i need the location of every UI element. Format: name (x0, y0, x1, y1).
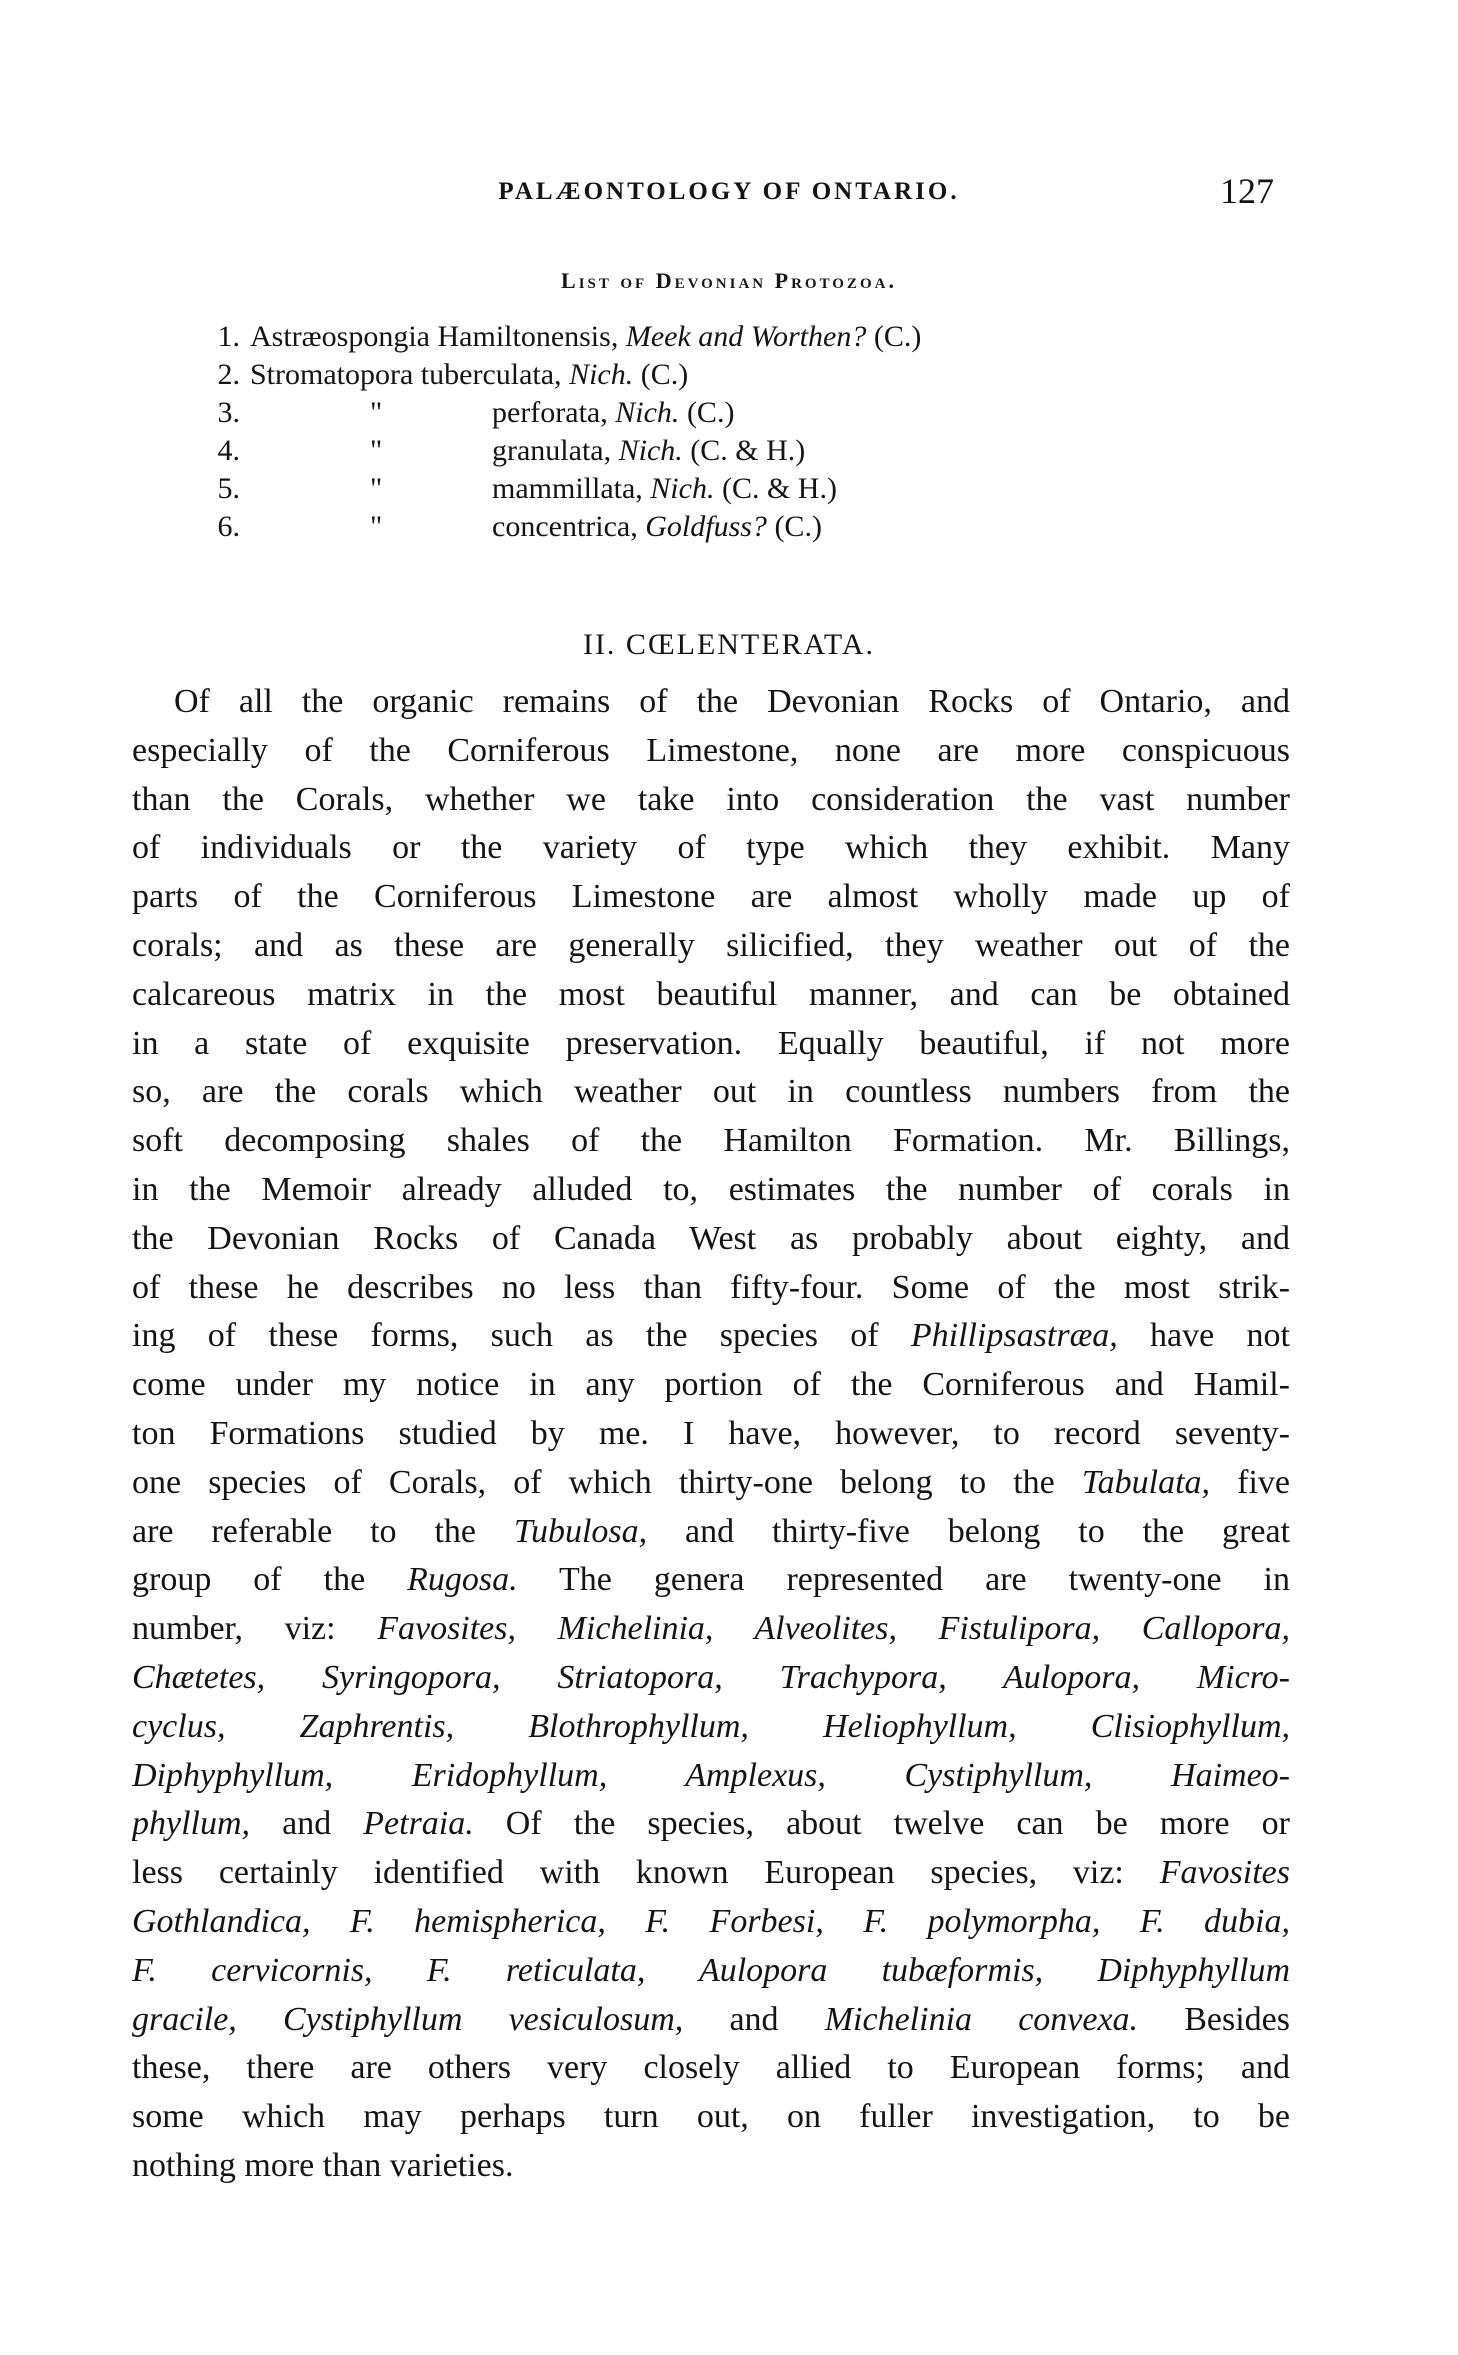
italic-taxon-text: Phillipsastræa, (910, 1317, 1118, 1355)
list-item (0, 472, 1458, 510)
text-segment: of these he describes no less than fifty-four. Some of the most strik- (132, 1268, 1290, 1306)
text-segment: are referable to the (132, 1512, 514, 1550)
text-segment: less certainly identified with known European species, viz: (132, 1854, 1160, 1892)
italic-taxon-text: Chætetes, Syringopora, Striatopora, Trachypora, Aulopora, Micro- (132, 1658, 1290, 1696)
species-authority: Nich. (618, 434, 683, 467)
text-line (132, 1800, 1290, 1849)
text-segment: soft decomposing shales of the Hamilton Formation. Mr. Billings, (132, 1122, 1290, 1160)
ditto-mark: " (370, 510, 383, 543)
text-line (132, 922, 1290, 971)
list-item-text (250, 358, 688, 392)
text-segment: parts of the Corniferous Limestone are almost wholly made up of (132, 878, 1290, 916)
species-locality-note: (C.) (686, 396, 735, 429)
list-item-text (250, 320, 921, 354)
italic-taxon-text: F. cervicornis, F. reticulata, Aulopora tubæformis, Diphyphyllum (132, 1951, 1290, 1989)
text-line (132, 1556, 1290, 1605)
body-paragraph (132, 678, 1290, 2191)
ditto-mark: " (370, 434, 383, 467)
text-segment: corals; and as these are generally silicified, they weather out of the (132, 926, 1290, 964)
text-line (132, 2093, 1290, 2142)
ditto-mark: " (370, 472, 383, 505)
species-authority: Nich. (569, 358, 634, 391)
text-segment: than the Corals, whether we take into consideration the vast number (132, 780, 1290, 818)
list-item (0, 320, 1458, 358)
italic-taxon-text: cyclus, Zaphrentis, Blothrophyllum, Heliophyllum, Clisiophyllum, (132, 1707, 1290, 1745)
text-segment: ing of these forms, such as the species of (132, 1317, 911, 1355)
text-segment: five (1210, 1463, 1290, 1501)
text-line (132, 1166, 1290, 1215)
italic-taxon-text: Favosites, Michelinia, Alveolites, Fistulipora, Callopora, (377, 1610, 1290, 1648)
text-segment: Of all the organic remains of the Devonian Rocks of Ontario, and (174, 683, 1290, 720)
list-item-text (492, 510, 822, 544)
list-item (0, 434, 1458, 472)
page-number: 127 (1220, 171, 1274, 211)
list-item (0, 358, 1458, 396)
text-segment: some which may perhaps turn out, on fuller investigation, to be (132, 2098, 1290, 2136)
text-segment: The genera represented are twenty-one in (517, 1561, 1290, 1599)
text-line (132, 1996, 1290, 2045)
species-locality-note: (C.) (873, 320, 922, 353)
list-item-text (492, 396, 734, 430)
species-locality-note: (C. & H.) (721, 472, 837, 505)
text-segment: in the Memoir already alluded to, estimates the number of corals in (132, 1170, 1290, 1208)
italic-taxon-text: Tabulata, (1081, 1463, 1211, 1501)
text-line (132, 1849, 1290, 1898)
species-authority: Meek and Worthen? (625, 320, 867, 353)
species-name: perforata, (492, 396, 608, 429)
list-item (0, 396, 1458, 434)
species-list (0, 320, 1458, 548)
text-line (132, 971, 1290, 1020)
text-segment: ton Formations studied by me. I have, however, to record seventy- (132, 1414, 1290, 1452)
text-line (132, 1312, 1290, 1361)
text-segment: number, viz: (132, 1610, 378, 1648)
italic-taxon-text: Gothlandica, F. hemispherica, F. Forbesi, F. polymorpha, F. dubia, (132, 1902, 1290, 1940)
species-name: Stromatopora tuberculata, (250, 358, 562, 391)
text-segment: nothing more than varieties. (132, 2146, 514, 2184)
text-segment: come under my notice in any portion of the Corniferous and Hamil- (132, 1366, 1290, 1404)
text-segment: have not (1117, 1317, 1290, 1355)
text-line (132, 727, 1290, 776)
text-segment: group of the (132, 1561, 408, 1599)
text-segment: calcareous matrix in the most beautiful manner, and can be obtained (132, 975, 1290, 1013)
species-authority: Goldfuss? (645, 510, 767, 543)
list-item-number: 6. (217, 510, 240, 543)
text-line (132, 1361, 1290, 1410)
species-authority: Nich. (615, 396, 680, 429)
italic-taxon-text: phyllum, (132, 1805, 251, 1843)
text-line (132, 1020, 1290, 1069)
list-item-number: 5. (217, 472, 240, 505)
text-line (132, 824, 1290, 873)
list-item-number: 2. (217, 358, 240, 391)
ditto-mark: " (370, 396, 383, 429)
page-header (0, 170, 1458, 220)
text-segment: Besides (1138, 2000, 1290, 2038)
text-line (132, 1459, 1290, 1508)
text-line (132, 2142, 1290, 2191)
text-segment: and (250, 1805, 364, 1843)
text-segment: Of the species, about twelve can be more or (473, 1805, 1290, 1843)
text-segment: especially of the Corniferous Limestone, none are more conspicuous (132, 731, 1290, 769)
text-line (132, 1752, 1290, 1801)
species-name: granulata, (492, 434, 612, 467)
italic-taxon-text: Diphyphyllum, Eridophyllum, Amplexus, Cystiphyllum, Haimeo- (132, 1756, 1290, 1794)
species-name: mammillata, (492, 472, 643, 505)
text-line (132, 1605, 1290, 1654)
text-line (132, 1264, 1290, 1313)
list-item (0, 510, 1458, 548)
list-item-number: 1. (217, 320, 240, 353)
italic-taxon-text: Petraia. (363, 1805, 474, 1843)
text-line (132, 1947, 1290, 1996)
text-line (132, 1410, 1290, 1459)
text-segment: and (683, 2000, 825, 2038)
text-line (132, 1898, 1290, 1947)
text-line (132, 1654, 1290, 1703)
species-locality-note: (C. & H.) (690, 434, 806, 467)
list-item-text (492, 434, 805, 468)
section-heading: II. CŒLENTERATA. (582, 628, 876, 661)
running-head: PALÆONTOLOGY OF ONTARIO. (498, 178, 960, 205)
italic-taxon-text: gracile, Cystiphyllum vesiculosum, (132, 2000, 684, 2038)
text-line (132, 678, 1290, 727)
italic-taxon-text: Favosites (1159, 1854, 1290, 1892)
text-segment: these, there are others very closely allied to European forms; and (132, 2049, 1290, 2087)
species-name: Astræospongia Hamiltonensis, (250, 320, 619, 353)
text-segment: of individuals or the variety of type which they exhibit. Many (132, 829, 1290, 867)
text-line (132, 1215, 1290, 1264)
text-line (132, 1508, 1290, 1557)
species-authority: Nich. (650, 472, 715, 505)
text-line (132, 2044, 1290, 2093)
text-line (132, 776, 1290, 825)
text-segment: and thirty-five belong to the great (647, 1512, 1290, 1550)
text-segment: so, are the corals which weather out in countless numbers from the (132, 1073, 1290, 1111)
text-line (132, 1068, 1290, 1117)
text-line (132, 1117, 1290, 1166)
italic-taxon-text: Rugosa. (407, 1561, 518, 1599)
text-line (132, 873, 1290, 922)
italic-taxon-text: Michelinia convexa. (824, 2000, 1139, 2038)
list-item-text (492, 472, 837, 506)
list-item-number: 4. (217, 434, 240, 467)
text-line (132, 1703, 1290, 1752)
list-item-number: 3. (217, 396, 240, 429)
text-segment: the Devonian Rocks of Canada West as probably about eighty, and (132, 1219, 1290, 1257)
text-segment: one species of Corals, of which thirty-one belong to the (132, 1463, 1082, 1501)
text-segment: in a state of exquisite preservation. Equally beautiful, if not more (132, 1024, 1290, 1062)
species-name: concentrica, (492, 510, 638, 543)
italic-taxon-text: Tubulosa, (513, 1512, 648, 1550)
species-locality-note: (C.) (774, 510, 822, 543)
list-title: List of Devonian Protozoa. (561, 268, 897, 293)
species-locality-note: (C.) (640, 358, 689, 391)
